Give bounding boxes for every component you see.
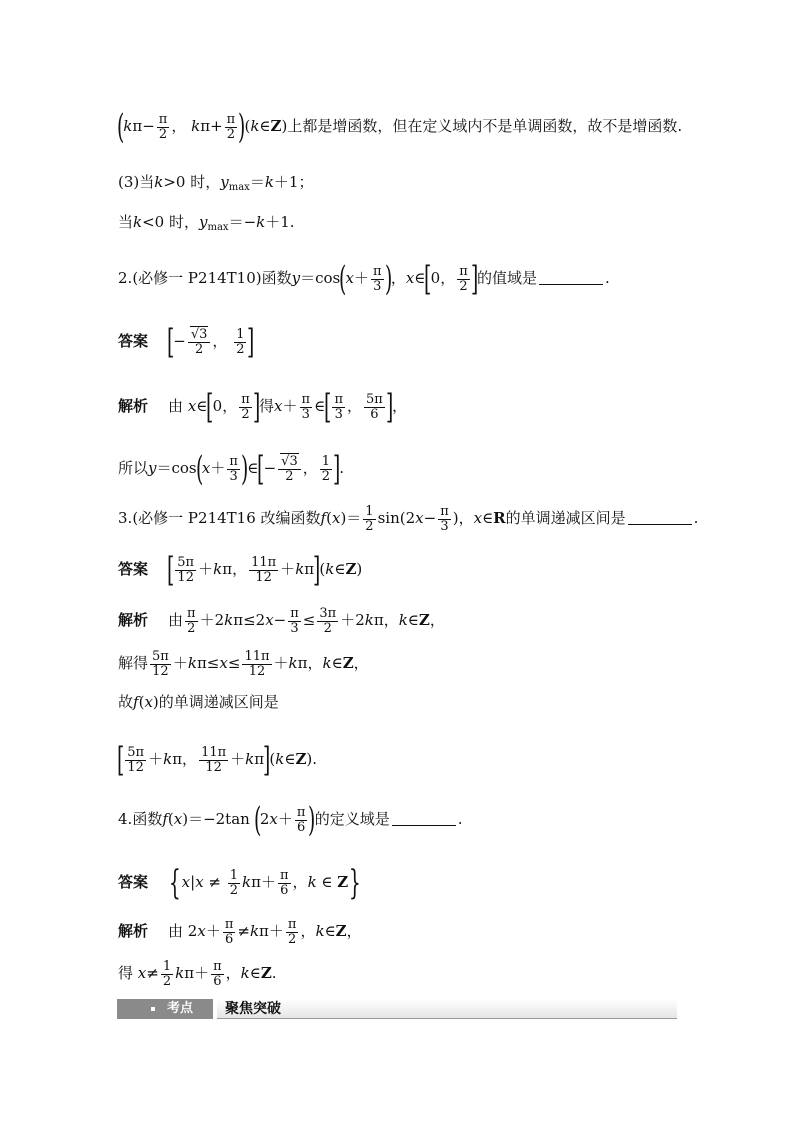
item-4-answer: 答案 {x|x ≠ $\frac{1}{2}$ kπ＋ $\frac{\pi}{6}$ ，k ∈ Z} [118,863,362,903]
item-2-question: 2.(必修一 P214T10)函数y＝cos(x＋ $\frac{\pi}{3}$ )，x∈[0， $\frac{\pi}{2}$ ]的值域是 . [118,259,610,299]
item-4-question: 4.函数f(x)＝−2tan (2x＋ $\frac{\pi}{6}$ )的定义域是 . [118,800,463,840]
section-tag: 考点 [117,999,213,1019]
item-4-analysis-1: 解析 由 2x＋ $\frac{\pi}{6}$ ≠kπ＋ $\frac{\pi}{2}$ ，k∈Z， [118,917,362,947]
item-3-analysis-3: 故f(x)的单调递减区间是 [118,693,279,711]
item-4-analysis-2: 得 x≠ $\frac{1}{2}$ kπ＋ $\frac{\pi}{6}$ ，k∈Z. [118,959,277,989]
answer-blank [392,825,456,826]
line-2: (3)当k>0 时，$y_{max}=k+1$； [118,173,314,193]
answer-blank [539,284,603,285]
item-2-analysis-2: 所以y＝cos(x＋ $\frac{\pi}{3}$ )∈[− $\frac{√3}{2}$ ， $\frac{1}{2}$ ]. [118,449,345,489]
line-3: 当k<0 时，$y_{max}=-k+1$. [118,213,295,233]
item-2-answer: 答案 [− $\frac{√3}{2}$ ， $\frac{1}{2}$ ] [118,322,255,362]
item-2-analysis-1: 解析 由 x∈[0， $\frac{\pi}{2}$ ]得x＋ $\frac{\pi}{3}$ ∈[ $\frac{\pi}{3}$ ， $\frac{5\pi}{6}$ ]， [118,387,408,427]
item-3-answer: 答案 [ $\frac{5\pi}{12}$ ＋kπ， $\frac{11\pi}{12}$ ＋kπ](k∈Z) [118,550,363,590]
item-3-analysis-4: [ $\frac{5\pi}{12}$ ＋kπ， $\frac{11\pi}{12}$ ＋kπ](k∈Z). [116,740,318,780]
item-3-analysis-2: 解得 $\frac{5\pi}{12}$ ＋kπ≤x≤ $\frac{11\pi}{12}$ ＋kπ，k∈Z， [118,649,369,679]
square-icon [151,1007,155,1011]
line-1: (kπ− $\frac{\pi}{2}$ ， kπ+ $\frac{\pi}{2}$ )(k∈Z)上都是增函数，但在定义域内不是单调函数，故不是增函数. [116,107,683,147]
section-title: 聚焦突破 [217,999,677,1019]
answer-blank [628,524,692,525]
item-3-question: 3.(必修一 P214T16 改编函数f(x)＝ $\frac{1}{2}$ sin(2x− $\frac{\pi}{3}$ )，x∈R的单调递减区间是 . [118,504,699,534]
section-header [117,999,677,1021]
item-3-analysis-1: 解析 由 $\frac{\pi}{2}$ ＋2kπ≤2x− $\frac{\pi}{3}$ ≤ $\frac{3\pi}{2}$ ＋2kπ，k∈Z， [118,606,445,636]
